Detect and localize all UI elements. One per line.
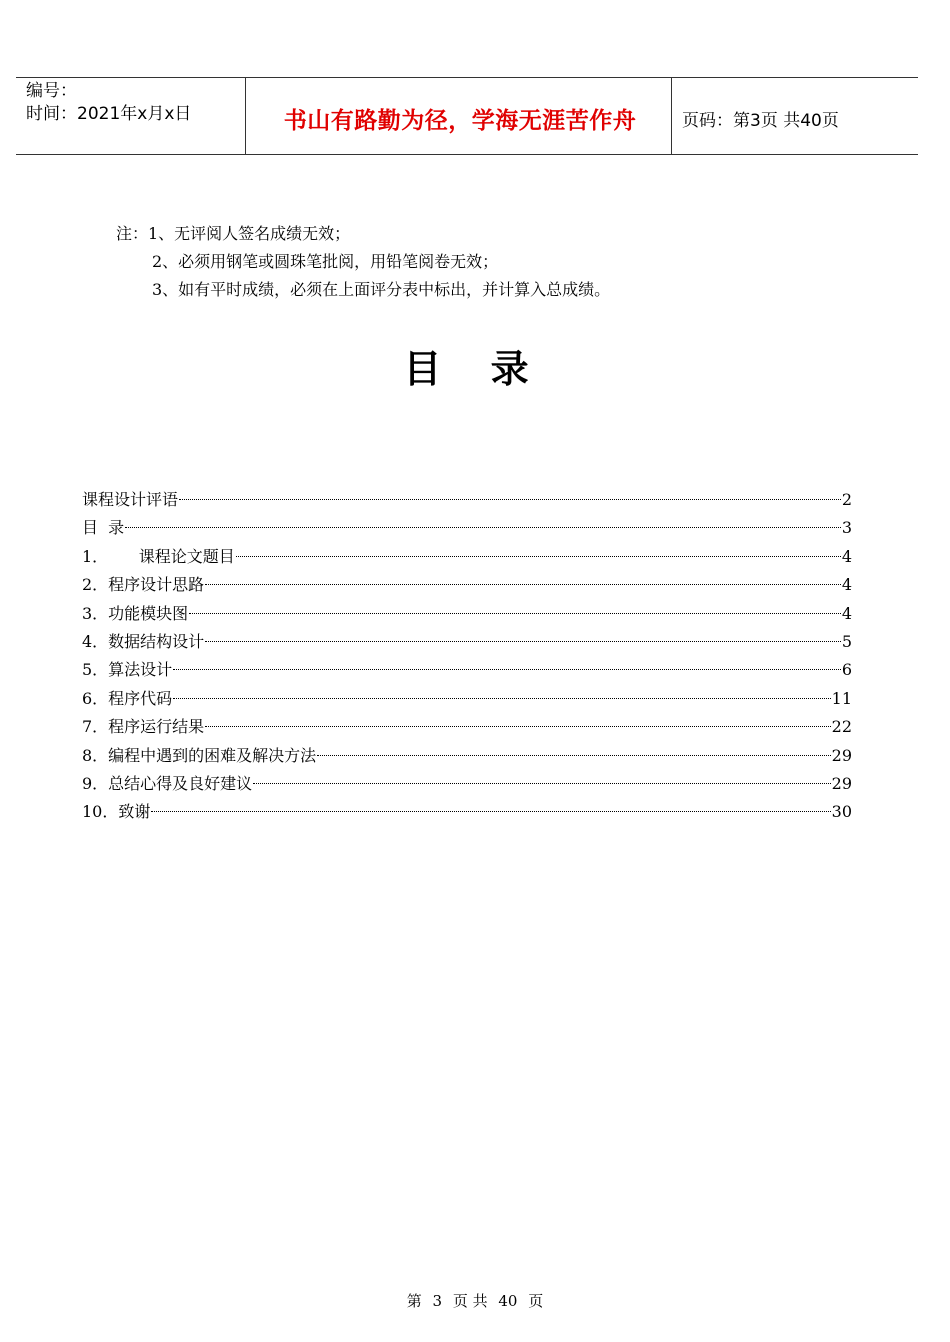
footer-middle: 页 共 — [452, 1292, 488, 1310]
toc-entry-label: 5．算法设计 — [82, 660, 173, 680]
toc-leader-dots — [205, 584, 841, 585]
toc-title: 目 录 — [403, 347, 547, 391]
toc-entry[interactable] — [82, 486, 852, 514]
table-of-contents — [82, 486, 852, 827]
toc-entry-page: 3 — [841, 518, 852, 538]
toc-entry-page: 29 — [831, 773, 852, 793]
toc-entry-label: 3．功能模块图 — [82, 603, 189, 623]
toc-entry-page: 2 — [841, 490, 852, 509]
toc-entry[interactable] — [82, 685, 852, 713]
document-date: 时间：2021年x月x日 — [26, 104, 192, 124]
toc-entry-label: 10．致谢 — [82, 802, 151, 822]
toc-entry-label: 9．总结心得及良好建议 — [82, 773, 253, 793]
toc-entry-page: 22 — [831, 717, 852, 737]
notes-block — [116, 220, 610, 304]
toc-entry-label: 1． 课程论文题目 — [82, 546, 235, 566]
toc-entry-page: 5 — [841, 631, 852, 651]
note-line: 注：1、无评阅人签名成绩无效； — [116, 224, 351, 243]
header-meta — [26, 80, 191, 126]
toc-entry[interactable] — [82, 514, 852, 542]
toc-entry[interactable] — [82, 571, 852, 599]
toc-entry-page: 30 — [831, 802, 852, 822]
header-divider — [245, 78, 246, 154]
toc-entry-label: 2．程序设计思路 — [82, 575, 205, 595]
toc-leader-dots — [151, 811, 830, 812]
toc-entry-page: 29 — [831, 745, 852, 765]
note-line: 3、如有平时成绩，必须在上面评分表中标出，并计算入总成绩。 — [152, 280, 611, 299]
toc-entry-label: 7．程序运行结果 — [82, 717, 205, 737]
note-line: 2、必须用钢笔或圆珠笔批阅，用铅笔阅卷无效； — [152, 252, 499, 271]
toc-entry-label: 8．编程中遇到的困难及解决方法 — [82, 745, 317, 765]
toc-leader-dots — [253, 783, 830, 784]
footer-suffix: 页 — [528, 1292, 544, 1310]
toc-entry[interactable] — [82, 628, 852, 656]
toc-entry[interactable] — [82, 742, 852, 770]
toc-entry-label: 4．数据结构设计 — [82, 631, 205, 651]
toc-entry[interactable] — [82, 798, 852, 826]
page-footer — [0, 1290, 950, 1311]
toc-leader-dots — [205, 726, 830, 727]
toc-entry-label: 目 录 — [82, 518, 125, 538]
toc-entry-page: 6 — [841, 660, 852, 680]
toc-leader-dots — [189, 613, 841, 614]
header-motto: 书山有路勤为径，学海无涯苦作舟 — [283, 108, 637, 134]
toc-entry-page: 11 — [831, 688, 852, 708]
footer-total-pages: 40 — [498, 1292, 518, 1310]
toc-entry[interactable] — [82, 600, 852, 628]
toc-leader-dots — [173, 669, 841, 670]
page-header — [16, 77, 918, 155]
toc-entry[interactable] — [82, 770, 852, 798]
toc-leader-dots — [236, 556, 841, 557]
footer-page-number: 3 — [432, 1292, 443, 1310]
toc-entry-page: 4 — [841, 575, 852, 595]
toc-entry-label: 课程设计评语 — [82, 490, 179, 509]
toc-entry-page: 4 — [841, 546, 852, 566]
toc-entry[interactable] — [82, 543, 852, 571]
toc-entry-label: 6．程序代码 — [82, 688, 173, 708]
toc-leader-dots — [317, 755, 830, 756]
toc-entry[interactable] — [82, 713, 852, 741]
toc-leader-dots — [173, 698, 830, 699]
header-page-count: 页码：第3页 共40页 — [682, 111, 839, 131]
footer-prefix: 第 — [406, 1292, 422, 1310]
toc-leader-dots — [205, 641, 841, 642]
toc-leader-dots — [179, 499, 841, 500]
document-number: 编号： — [26, 81, 77, 101]
toc-entry-page: 4 — [841, 603, 852, 623]
toc-entry[interactable] — [82, 656, 852, 684]
toc-leader-dots — [125, 527, 841, 528]
